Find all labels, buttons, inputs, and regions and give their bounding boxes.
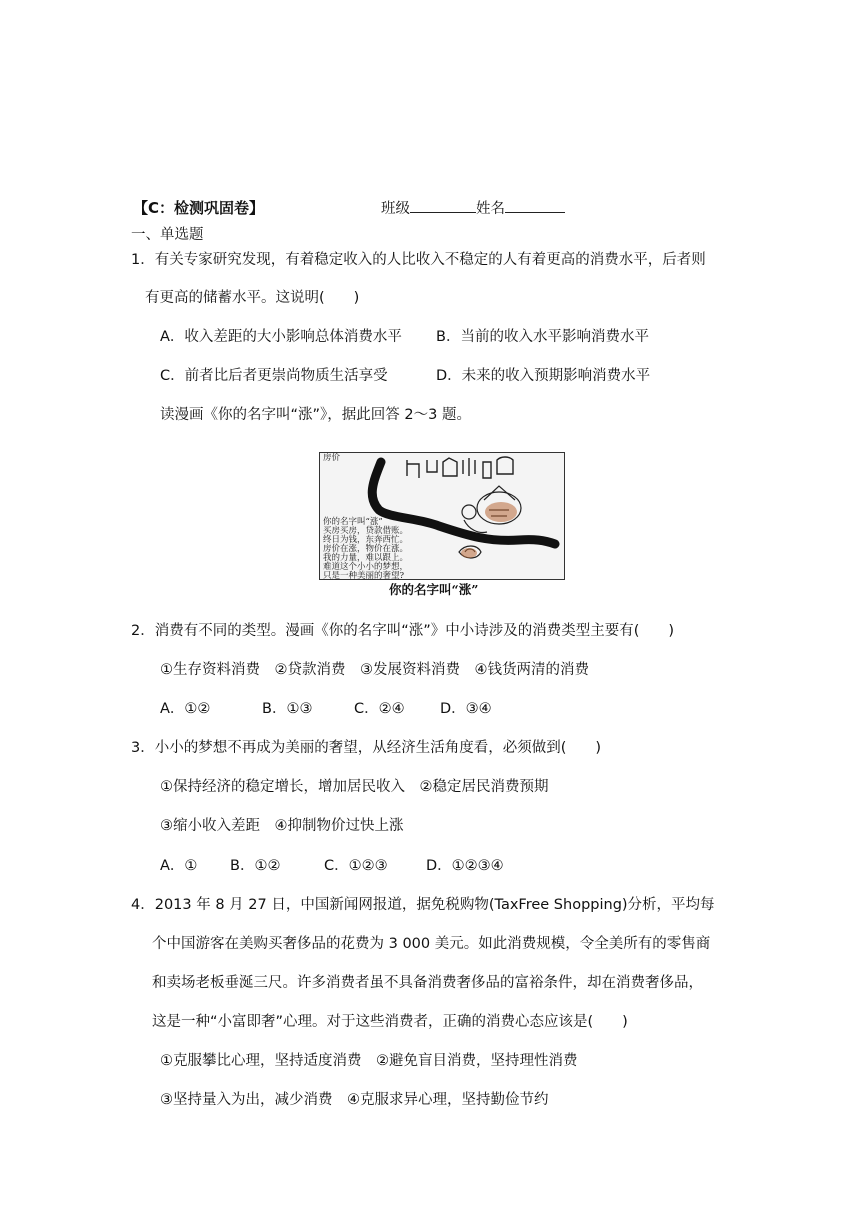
- q3-items-line1: ①保持经济的稳定增长，增加居民收入 ②稳定居民消费预期: [160, 779, 549, 795]
- q1-option-a[interactable]: A．收入差距的大小影响总体消费水平: [160, 329, 402, 345]
- cartoon-corner-label: 房价: [323, 453, 341, 463]
- poem-line: 房价在涨，物价在涨。: [323, 544, 409, 554]
- q2-options: [160, 699, 492, 719]
- section-heading: 一、单选题: [131, 227, 204, 243]
- q1-stem-line1: 1．有关专家研究发现，有着稳定收入的人比收入不稳定的人有着更高的消费水平，后者则: [131, 252, 706, 268]
- q2-option-b[interactable]: B．①③: [262, 701, 313, 717]
- q4-items-line1: ①克服攀比心理，坚持适度消费 ②避免盲目消费，坚持理性消费: [160, 1053, 578, 1069]
- q3-options: [160, 856, 504, 876]
- q3-option-c[interactable]: C．①②③: [324, 858, 388, 874]
- q2-option-c[interactable]: C．②④: [354, 701, 405, 717]
- poem-line: 你的名字叫“涨”: [323, 517, 383, 527]
- q3-items-line2: ③缩小收入差距 ④抑制物价过快上涨: [160, 818, 404, 834]
- class-name-fields: [381, 198, 565, 219]
- q2-option-d[interactable]: D．③④: [440, 701, 492, 717]
- q2-items: ①生存资料消费 ②贷款消费 ③发展资料消费 ④钱货两清的消费: [160, 662, 589, 678]
- cartoon-image: [319, 452, 565, 600]
- q3-option-d[interactable]: D．①②③④: [426, 858, 504, 874]
- q2-option-a[interactable]: A．①②: [160, 701, 211, 717]
- q4-stem-line4: 这是一种“小富即奢”心理。对于这些消费者，正确的消费心态应该是( ): [152, 1014, 628, 1030]
- q4-stem-line3: 和卖场老板垂涎三尺。许多消费者虽不具备消费奢侈品的富裕条件，却在消费奢侈品，: [152, 975, 703, 991]
- q4-stem-line2: 个中国游客在美购买奢侈品的花费为 3 000 美元。如此消费规模，令全美所有的零售商: [152, 936, 711, 952]
- q3-stem: 3．小小的梦想不再成为美丽的奢望，从经济生活角度看，必须做到( ): [131, 740, 602, 756]
- cartoon-intro: 读漫画《你的名字叫“涨”》，据此回答 2～3 题。: [160, 407, 471, 423]
- q1-options-row1: [160, 327, 649, 347]
- q1-option-d[interactable]: D．未来的收入预期影响消费水平: [436, 368, 651, 384]
- q3-option-a[interactable]: A．①: [160, 858, 198, 874]
- poem-line: 我的力量，难以跟上。: [323, 553, 409, 563]
- class-blank[interactable]: [410, 198, 476, 213]
- q3-option-b[interactable]: B．①②: [230, 858, 281, 874]
- poem-line: 难道这个小小的梦想，: [323, 562, 409, 572]
- section-title: 【C：检测巩固卷】: [133, 199, 265, 217]
- q4-items-line2: ③坚持量入为出，减少消费 ④克服求异心理，坚持勤俭节约: [160, 1092, 549, 1108]
- name-blank[interactable]: [505, 198, 565, 213]
- poem-line: 只是一种美丽的奢望?: [323, 571, 405, 581]
- name-label: 姓名: [476, 201, 505, 217]
- cartoon-caption: 你的名字叫“涨”: [389, 582, 479, 597]
- q1-options-row2: [160, 366, 650, 386]
- q4-stem-line1: 4．2013 年 8 月 27 日，中国新闻网报道，据免税购物(TaxFree Shopping)分析，平均每: [131, 897, 715, 913]
- q1-option-b[interactable]: B．当前的收入水平影响消费水平: [436, 329, 649, 345]
- poem-line: 买房买房，贷款借账。: [323, 526, 409, 536]
- q1-stem-line2: 有更高的储蓄水平。这说明( ): [145, 290, 360, 306]
- poem-line: 终日为钱，东奔西忙。: [323, 535, 409, 545]
- q1-option-c[interactable]: C．前者比后者更崇尚物质生活享受: [160, 368, 388, 384]
- q2-stem: 2．消费有不同的类型。漫画《你的名字叫“涨”》中小诗涉及的消费类型主要有( ): [131, 623, 675, 639]
- class-label: 班级: [381, 201, 410, 217]
